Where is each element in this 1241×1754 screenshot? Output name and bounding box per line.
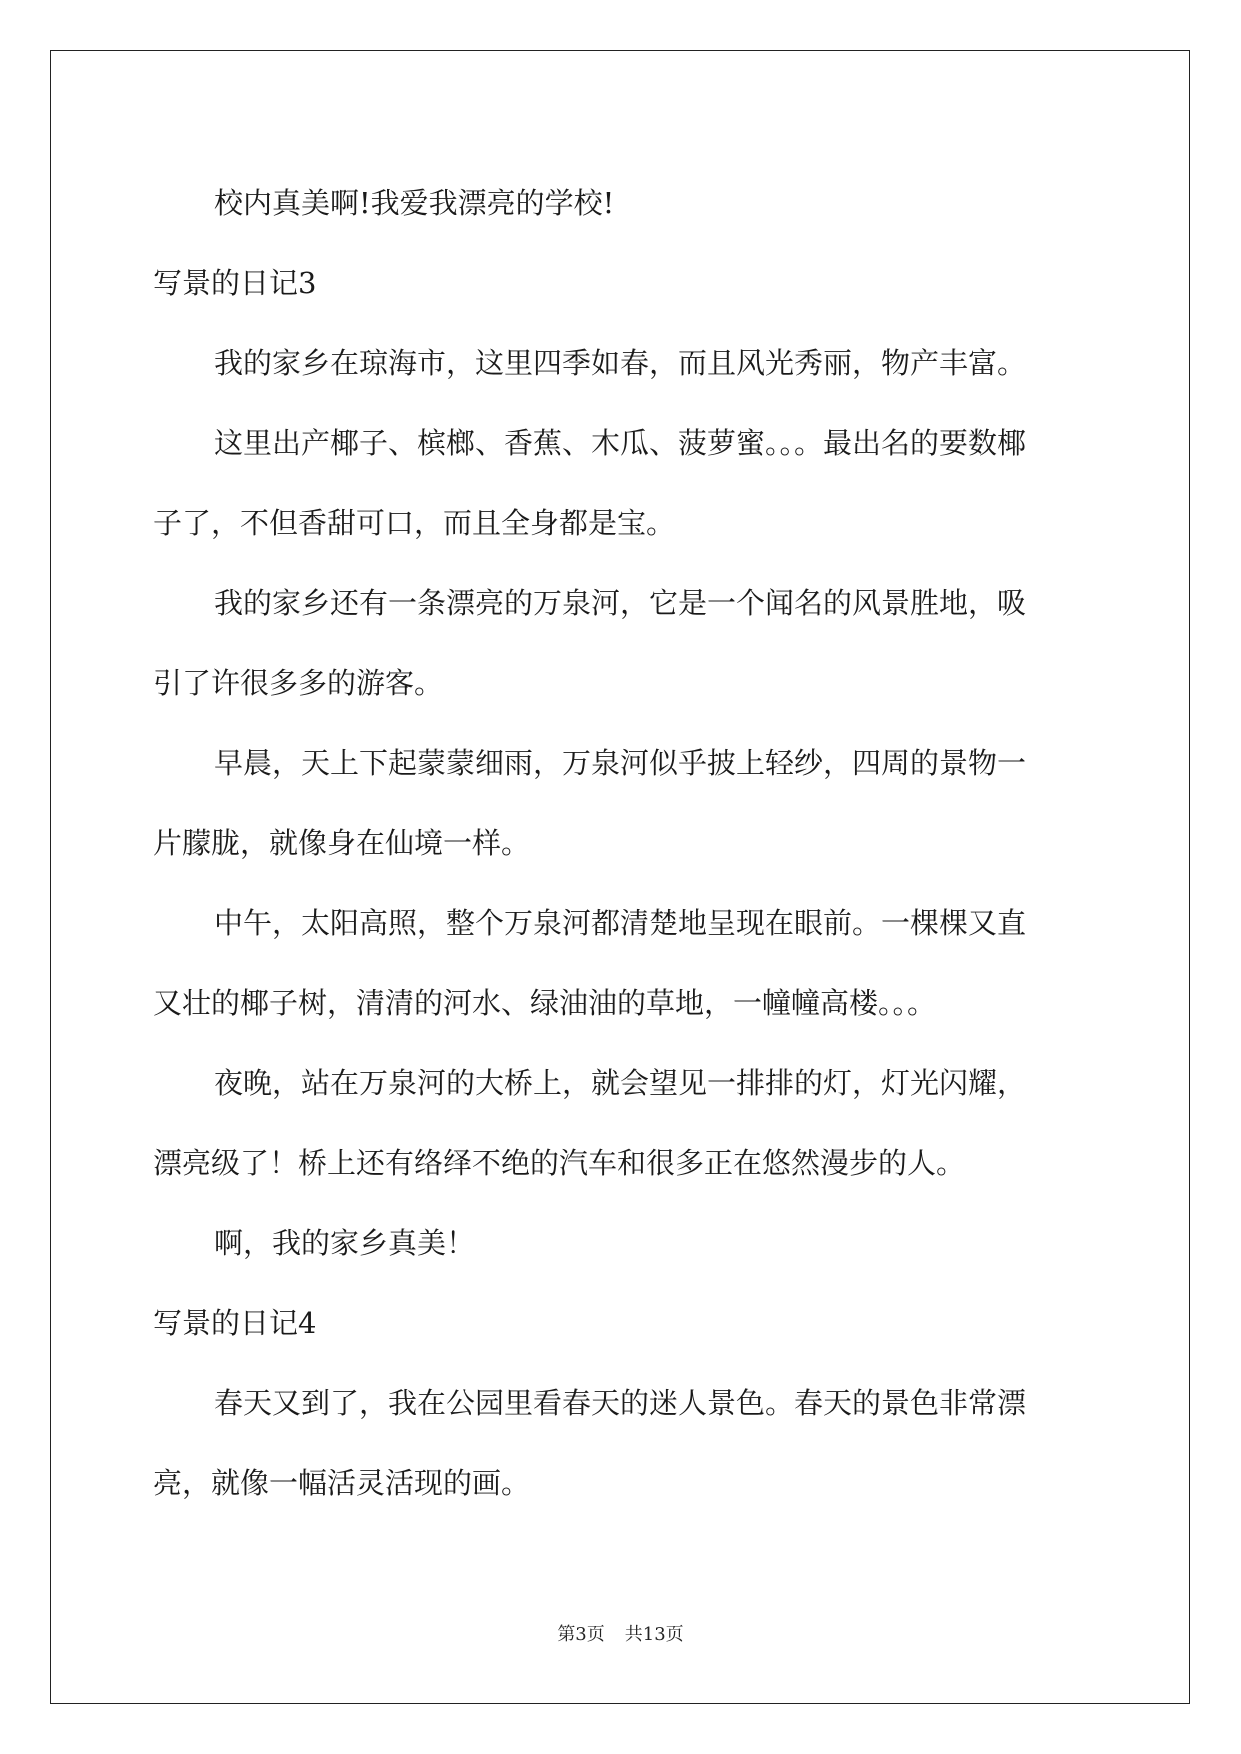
paragraph-line: 漂亮级了！桥上还有络绎不绝的汽车和很多正在悠然漫步的人。 — [153, 1146, 966, 1180]
page-footer — [0, 1620, 1241, 1646]
page-number-current: 第3页 — [557, 1624, 605, 1645]
paragraph-line: 亮，就像一幅活灵活现的画。 — [153, 1466, 531, 1500]
document-body — [153, 163, 1093, 1523]
paragraph-line: 早晨，天上下起蒙蒙细雨，万泉河似乎披上轻纱，四周的景物一 — [214, 746, 1027, 780]
paragraph-line: 我的家乡还有一条漂亮的万泉河，它是一个闻名的风景胜地，吸 — [214, 586, 1027, 620]
section-heading: 写景的日记4 — [153, 1306, 317, 1340]
paragraph-line: 啊，我的家乡真美！ — [214, 1226, 476, 1260]
paragraph-line: 校内真美啊!我爱我漂亮的学校! — [214, 186, 615, 220]
paragraph-line: 引了许很多多的游客。 — [153, 666, 444, 700]
paragraph-line: 春天又到了，我在公园里看春天的迷人景色。春天的景色非常漂 — [214, 1386, 1027, 1420]
paragraph-line: 这里出产椰子、槟榔、香蕉、木瓜、菠萝蜜。。。最出名的要数椰 — [214, 426, 1027, 460]
paragraph-line: 夜晚，站在万泉河的大桥上，就会望见一排排的灯，灯光闪耀， — [214, 1066, 1027, 1100]
paragraph-line: 片朦胧，就像身在仙境一样。 — [153, 826, 531, 860]
paragraph-line: 又壮的椰子树，清清的河水、绿油油的草地，一幢幢高楼。。。 — [153, 986, 937, 1020]
page-number-total: 共13页 — [624, 1624, 684, 1645]
paragraph-line: 中午，太阳高照，整个万泉河都清楚地呈现在眼前。一棵棵又直 — [214, 906, 1027, 940]
section-heading: 写景的日记3 — [153, 266, 317, 300]
paragraph-line: 子了，不但香甜可口，而且全身都是宝。 — [153, 506, 676, 540]
paragraph-line: 我的家乡在琼海市，这里四季如春，而且风光秀丽，物产丰富。 — [214, 346, 1027, 380]
